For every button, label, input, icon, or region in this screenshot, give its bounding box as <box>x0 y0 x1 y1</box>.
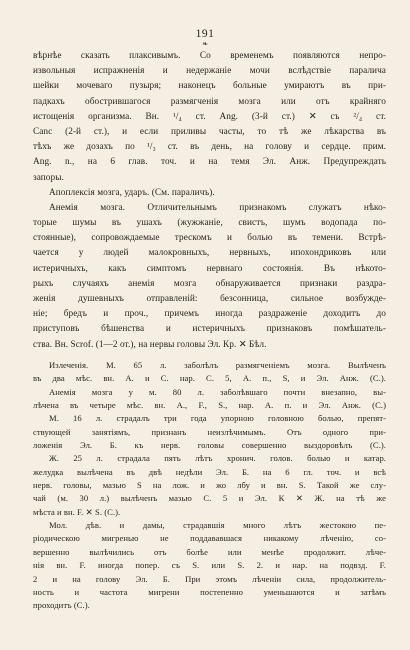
text-line: стоянные), сопровождаемые трескомъ и болью въ темени. Встрѣ- <box>33 233 386 244</box>
case-line: Ж. 25 л. страдала пять лѣтъ хронич. голов. болью и катар. <box>49 453 386 464</box>
text-line: ства. Вн. Scrof. (1—2 от.), на нервы головы Эл. Кр. ✕ Бѣл. <box>33 339 267 350</box>
text-line: тѣхъ же дозахъ по ¹/₃ ст. въ день, на голову и сердце. прим. <box>33 142 386 153</box>
section-heading-anemia: Анемія мозга. Отличительнымъ признакомъ служатъ нѣко- <box>49 202 386 213</box>
case-line: мѣста и вн. F. ✕ S. (С.). <box>33 506 121 517</box>
case-line: ложенія Эл. Б. къ нерв. головы совершенно выздоровѣлъ (С.). <box>33 440 386 451</box>
case-line: ствующей занятіямъ, признанъ неизлѣчимымъ. Отъ одного при- <box>33 426 386 437</box>
text-line: истощенія организма. Вн. ¹/₄ ст. Ang. (3-й ст.) ✕ съ ²/₄ ст. <box>33 111 386 122</box>
text-line: вѣрнѣе сказать плаксивымъ. Со временемъ появляются непро- <box>33 51 386 61</box>
case-line: ріодическою мигренью не поддававшася никакому лѣченію, со- <box>33 533 386 544</box>
page-number: 191 <box>195 28 215 40</box>
case-line: нія вн. F. иногда попер. съ S. или S. 2. и нар. на подвзд. F. <box>33 560 386 571</box>
text-line: Ang. n., на 6 глав. точ. и на темя Эл. Анж. Предупреждать <box>33 157 386 168</box>
text-line: чается у людей малокровныхъ, нервныхъ, ипохондриковъ или <box>33 248 386 259</box>
case-line: проходитъ (С.). <box>33 600 90 611</box>
case-reports <box>33 359 386 613</box>
case-line: въ два мѣс. вн. А. и С. нар. С. 5, А. п., S, и Эл. Анж. (С.). <box>33 373 386 384</box>
case-line: Мол. дѣв. и дамы, страдавшія много лѣтъ жестокою пе- <box>49 520 386 531</box>
text-line: Canc (2-й ст.), и если приливы часты, то тѣ же лѣкарства въ <box>33 126 386 137</box>
ornament-icon: ❧ <box>202 40 208 48</box>
text-line: запоры. <box>33 172 64 183</box>
case-line: чай (м. 30 л.) вылѣченъ мазью С. 5 и Эл. К ✕ Ж. на тѣ же <box>33 493 386 504</box>
case-line: желудка вылѣчена въ двѣ недѣли Эл. Б. на 6 гл. точ. и всѣ <box>33 466 386 477</box>
text-line: женія душевныхъ отправленій: безсонница, сильное возбужде- <box>33 294 386 304</box>
text-line: истеричныхъ, какъ симптомъ нервнаго состоянія. Въ нѣкото- <box>33 263 386 274</box>
text-line: ніе; бредъ и проч., причемъ иногда раздраженіе доходитъ до <box>33 309 386 320</box>
text-line: рыхъ случаяхъ анемія мозга обнаруживается признаки раздра- <box>33 278 386 289</box>
case-line: Анемія мозга у м. 80 л. заболѣвшаго почти внезапно, вы- <box>49 386 386 397</box>
text-line: извольныя испражненія и недержаніе мочи вслѣдствіе паралича <box>33 66 386 77</box>
case-line: вершенно вылѣчились отъ болѣе или менѣе продолжит. лѣче- <box>33 546 386 557</box>
case-line: лѣчена въ четыре мѣс. вн. А., F., S., нар. А. п. и Эл. Анж. (С.) <box>33 400 386 411</box>
case-line: ность и частота мигрени постепенно уменьшаются и затѣмъ <box>33 586 386 597</box>
case-line: Излеченія. М. 65 л. заболѣлъ размягченіемъ мозга. Вылѣченъ <box>49 360 386 370</box>
text-line: приступовъ бѣшенства и истеричныхъ признаковъ помѣшатель- <box>33 324 386 335</box>
main-text <box>33 49 386 353</box>
text-line: торые шумы въ ушахъ (жужжаніе, свистъ, шумъ водопада по- <box>33 218 386 229</box>
text-line: шейки мочеваго пузыря; наконецъ больные умираютъ въ при- <box>33 81 386 92</box>
case-line: М. 16 л. страдалъ три года упорною головною болью, препят- <box>49 413 386 424</box>
section-heading-apoplexy: Апоплексія мозга, ударъ. (См. параличъ). <box>49 187 215 198</box>
page-bottom-margin <box>0 632 410 650</box>
case-line: нерв. головы, мазью S на лож. и жо лбу и вн. S. Такой же слу- <box>33 480 386 491</box>
text-line: падкахъ обострившагося размягченія мозга или отъ крайняго <box>33 96 386 107</box>
case-line: 2 и на голову Эл. Б. При этомъ лѣченіи сила, продолжитель- <box>33 573 386 584</box>
